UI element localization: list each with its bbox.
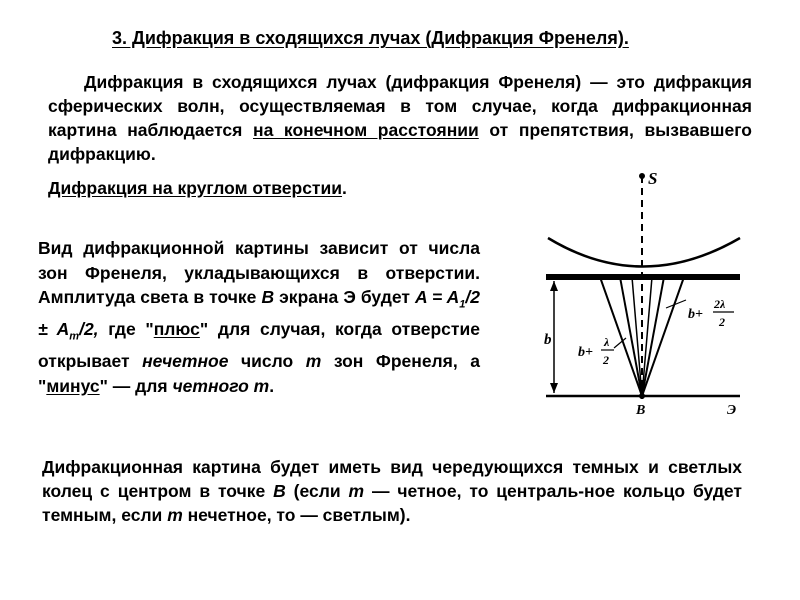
point-b [639,393,645,399]
label-2lambda-num: 2λ [714,297,726,311]
finite-distance-link: на конечном расстоянии [253,120,479,140]
label-b: b [544,332,552,348]
minus-word: минус [46,375,100,396]
subheading: Дифракция на круглом отверстии. [48,178,347,198]
ray-line [632,277,642,396]
label-lambda-den: 2 [603,353,609,367]
plus-word: плюс [153,319,200,339]
intro-paragraph: Дифракция в сходящихся лучах (дифракция Френеля) — это дифракция сферических волн, осуществляемая в том случае, когда дифракционная картина наблюдается на конечном расстоянии от препятствия, вызвавшего дифракцию. [48,72,753,164]
section-title: 3. Дифракция в сходящихся лучах (Дифракция Френеля). [112,28,629,48]
arrow-up [550,281,558,291]
circular-aperture-paragraph: Вид дифракционной картины зависит от числа зон Френеля, укладывающихся в отверстии. Амплитуда света в точке В экрана Э будет $A = A_1/2 \pm A_m/2$, где "плюс" для случая, когда отверстие открывает нечетное число m зон Френеля, а "минус" — для четного m. [38,238,481,396]
label-b-plus-2lambda: b+ [688,307,703,322]
label-point-b: B [636,403,646,418]
ray-line [642,277,684,396]
ray-line [642,277,664,396]
label-screen: Э [727,403,737,418]
wavefront-arc [548,238,740,267]
ray-line [620,277,642,396]
label-s: S [648,169,658,188]
label-lambda-num: λ [604,335,610,349]
fresnel-diagram [540,160,760,430]
arrow-down [550,383,558,393]
label-b-plus-lambda: b+ [578,345,593,360]
conclusion-paragraph: Дифракционная картина будет иметь вид чередующихся темных и светлых колец с центром в точке В (если m — четное, то централь-ное кольцо будет темным, если m нечетное, то — светлым). [42,457,743,525]
ray-line [642,277,652,396]
source-point [639,173,645,179]
label-2lambda-den: 2 [719,315,725,329]
